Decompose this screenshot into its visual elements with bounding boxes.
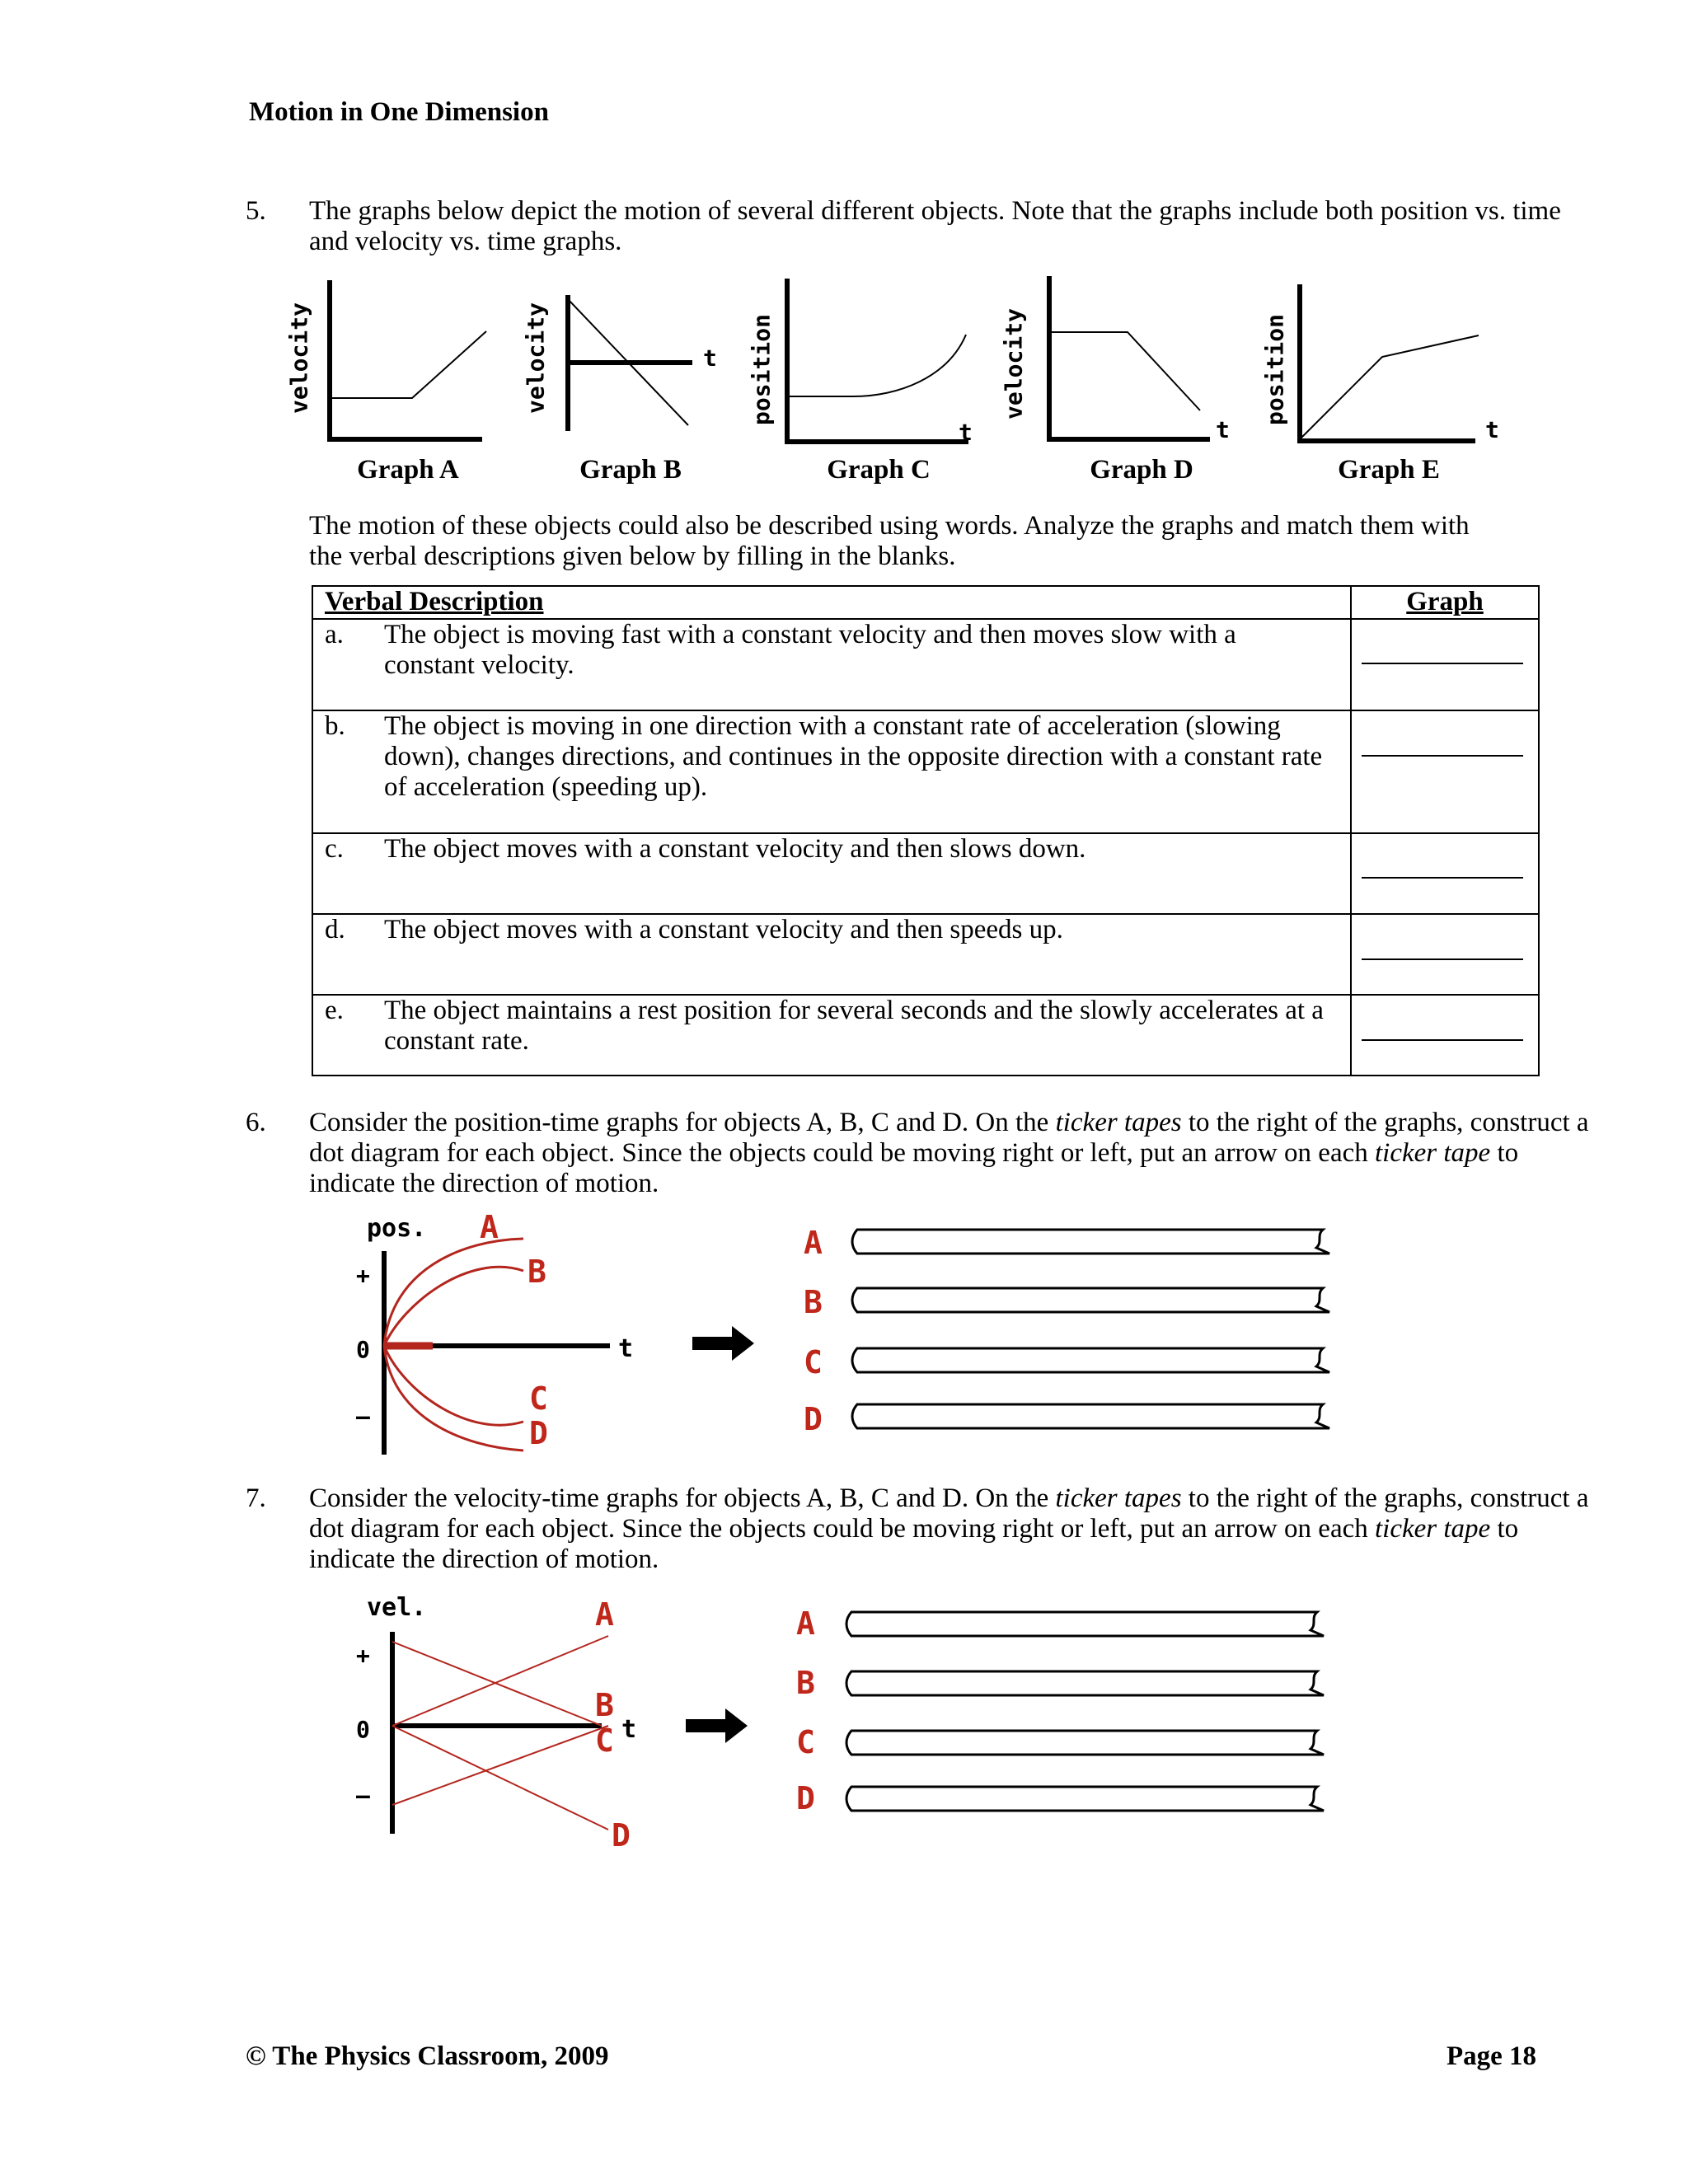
q6-minus-label: – xyxy=(356,1403,370,1430)
q7-plus-label: + xyxy=(356,1642,370,1669)
graph-a-y-label: velocity xyxy=(285,302,313,414)
table-row xyxy=(312,914,1539,995)
row-description: The object maintains a rest position for several seconds and the slowly accelerates at a constant rate. xyxy=(384,996,1324,1056)
q6-y-axis-label: pos. xyxy=(367,1214,427,1243)
table-row xyxy=(312,995,1539,1076)
svg-text:A: A xyxy=(796,1605,815,1642)
graph-e-t-label: t xyxy=(1485,416,1499,443)
graph-e-y-label: position xyxy=(1261,314,1289,425)
graph-d-y-label: velocity xyxy=(1000,308,1028,419)
svg-text:C: C xyxy=(796,1724,815,1760)
question-5-number: 5. xyxy=(246,196,266,226)
q7-line-label: C xyxy=(595,1722,614,1759)
svg-text:C: C xyxy=(804,1344,823,1380)
question-5-instructions: The motion of these objects could also be described using words. Analyze the graphs and match them with the verbal descriptions given below by filling in the blanks. xyxy=(309,511,1470,571)
row-letter: c. xyxy=(325,834,344,864)
graph-column-header: Graph xyxy=(1406,587,1484,616)
q7-line-label: A xyxy=(595,1596,614,1633)
svg-text:D: D xyxy=(796,1780,815,1816)
answer-blank-b[interactable] xyxy=(1362,755,1523,757)
row-description: The object moves with a constant velocity and then speeds up. xyxy=(384,915,1063,944)
graph-c-y-label: position xyxy=(748,314,776,425)
svg-text:B: B xyxy=(796,1665,815,1701)
row-letter: a. xyxy=(325,620,344,649)
answer-blank-a[interactable] xyxy=(1362,663,1523,664)
footer-copyright: © The Physics Classroom, 2009 xyxy=(246,2041,609,2071)
graph-a xyxy=(326,280,490,445)
svg-text:D: D xyxy=(804,1401,823,1437)
table-row xyxy=(312,619,1539,710)
q6-curve-d xyxy=(384,1346,523,1451)
q6-curve-a xyxy=(384,1239,523,1346)
q6-curve-b xyxy=(384,1267,523,1346)
graph-e xyxy=(1296,284,1481,445)
graph-d-t-label: t xyxy=(1216,416,1230,443)
answer-blank-d[interactable] xyxy=(1362,958,1523,960)
q6-curve-label: B xyxy=(528,1254,546,1290)
q6-ticker-tape[interactable] xyxy=(804,1401,1329,1437)
matching-table xyxy=(312,585,1540,1076)
q6-arrow-icon xyxy=(692,1323,758,1364)
q6-ticker-tape[interactable] xyxy=(804,1284,1329,1320)
table-row xyxy=(312,710,1539,833)
answer-blank-c[interactable] xyxy=(1362,877,1523,879)
graph-e-caption: Graph E xyxy=(1338,455,1440,485)
graph-c-curve xyxy=(787,335,966,396)
graph-d xyxy=(1045,276,1218,445)
answer-blank-e[interactable] xyxy=(1362,1039,1523,1041)
q6-curve-c xyxy=(384,1346,523,1425)
q7-y-axis-label: vel. xyxy=(367,1593,427,1622)
q7-t-label: t xyxy=(621,1715,637,1744)
q7-line-a xyxy=(392,1636,608,1726)
q7-velocity-graph xyxy=(346,1591,659,1858)
q7-ticker-tape[interactable] xyxy=(796,1605,1324,1642)
table-header-row xyxy=(312,586,1539,619)
graph-c xyxy=(783,279,973,448)
graph-d-line xyxy=(1049,332,1200,410)
page-header: Motion in One Dimension xyxy=(249,97,549,127)
question-7-text: Consider the velocity-time graphs for objects A, B, C and D. On the ticker tapes to the right of the graphs, construct a dot diagram for each object. Since the objects could be moving right or left, put an arrow on each ticker tape to indicate the direction of motion. xyxy=(309,1483,1589,1574)
q6-curve-label: D xyxy=(529,1415,548,1451)
graph-b-t-label: t xyxy=(703,344,717,372)
q6-curve-label: A xyxy=(480,1212,499,1245)
graph-c-t-label: t xyxy=(959,419,973,446)
q6-ticker-tape[interactable] xyxy=(804,1225,1329,1261)
table-row xyxy=(312,833,1539,914)
graph-b xyxy=(565,295,696,435)
graph-d-caption: Graph D xyxy=(1090,455,1193,485)
svg-text:A: A xyxy=(804,1225,823,1261)
question-6-number: 6. xyxy=(246,1108,266,1137)
graph-b-caption: Graph B xyxy=(579,455,682,485)
row-description: The object is moving fast with a constant velocity and then moves slow with a constant velocity. xyxy=(384,620,1236,680)
graph-e-line xyxy=(1300,335,1479,439)
q7-ticker-tape[interactable] xyxy=(796,1780,1324,1816)
question-7-number: 7. xyxy=(246,1483,266,1513)
row-description: The object is moving in one direction with a constant rate of acceleration (slowing down), changes directions, and continues in the opposite direction with a constant rate of acceleration (speeding up). xyxy=(384,711,1323,802)
row-letter: b. xyxy=(325,711,345,741)
q7-line-d xyxy=(392,1726,608,1830)
q6-ticker-tapes xyxy=(795,1224,1339,1463)
row-letter: e. xyxy=(325,996,344,1025)
row-description: The object moves with a constant velocity and then slows down. xyxy=(384,834,1086,864)
graph-a-line xyxy=(330,331,486,398)
q6-t-label: t xyxy=(618,1334,634,1363)
q6-plus-label: + xyxy=(356,1262,370,1289)
q7-zero-label: 0 xyxy=(356,1716,370,1743)
q7-line-label: D xyxy=(612,1817,631,1854)
graph-b-y-label: velocity xyxy=(522,302,550,414)
q7-ticker-tapes xyxy=(790,1605,1334,1844)
question-6-text: Consider the position-time graphs for objects A, B, C and D. On the ticker tapes to the right of the graphs, construct a dot diagram for each object. Since the objects could be moving right or left, put an arrow on each ticker tape to indicate the direction of motion. xyxy=(309,1108,1589,1198)
footer-page-number: Page 18 xyxy=(1447,2041,1537,2071)
q7-arrow-icon xyxy=(686,1705,752,1746)
row-letter: d. xyxy=(325,915,345,944)
q6-ticker-tape[interactable] xyxy=(804,1344,1329,1380)
graph-a-caption: Graph A xyxy=(357,455,459,485)
q7-minus-label: – xyxy=(356,1782,370,1809)
description-column-header: Verbal Description xyxy=(325,587,544,616)
graph-header-cell xyxy=(1351,586,1539,619)
svg-text:B: B xyxy=(804,1284,823,1320)
q6-position-graph xyxy=(346,1212,659,1459)
q6-zero-label: 0 xyxy=(356,1336,370,1363)
q7-line-c xyxy=(392,1726,608,1805)
description-header-cell xyxy=(312,586,1351,619)
q7-line-label: B xyxy=(595,1687,614,1723)
q7-ticker-tape[interactable] xyxy=(796,1665,1324,1701)
graph-c-caption: Graph C xyxy=(827,455,931,485)
q6-curve-label: C xyxy=(529,1380,548,1417)
question-5-intro: The graphs below depict the motion of several different objects. Note that the graphs include both position vs. time and velocity vs. time graphs. xyxy=(309,196,1561,256)
q7-ticker-tape[interactable] xyxy=(796,1724,1324,1760)
